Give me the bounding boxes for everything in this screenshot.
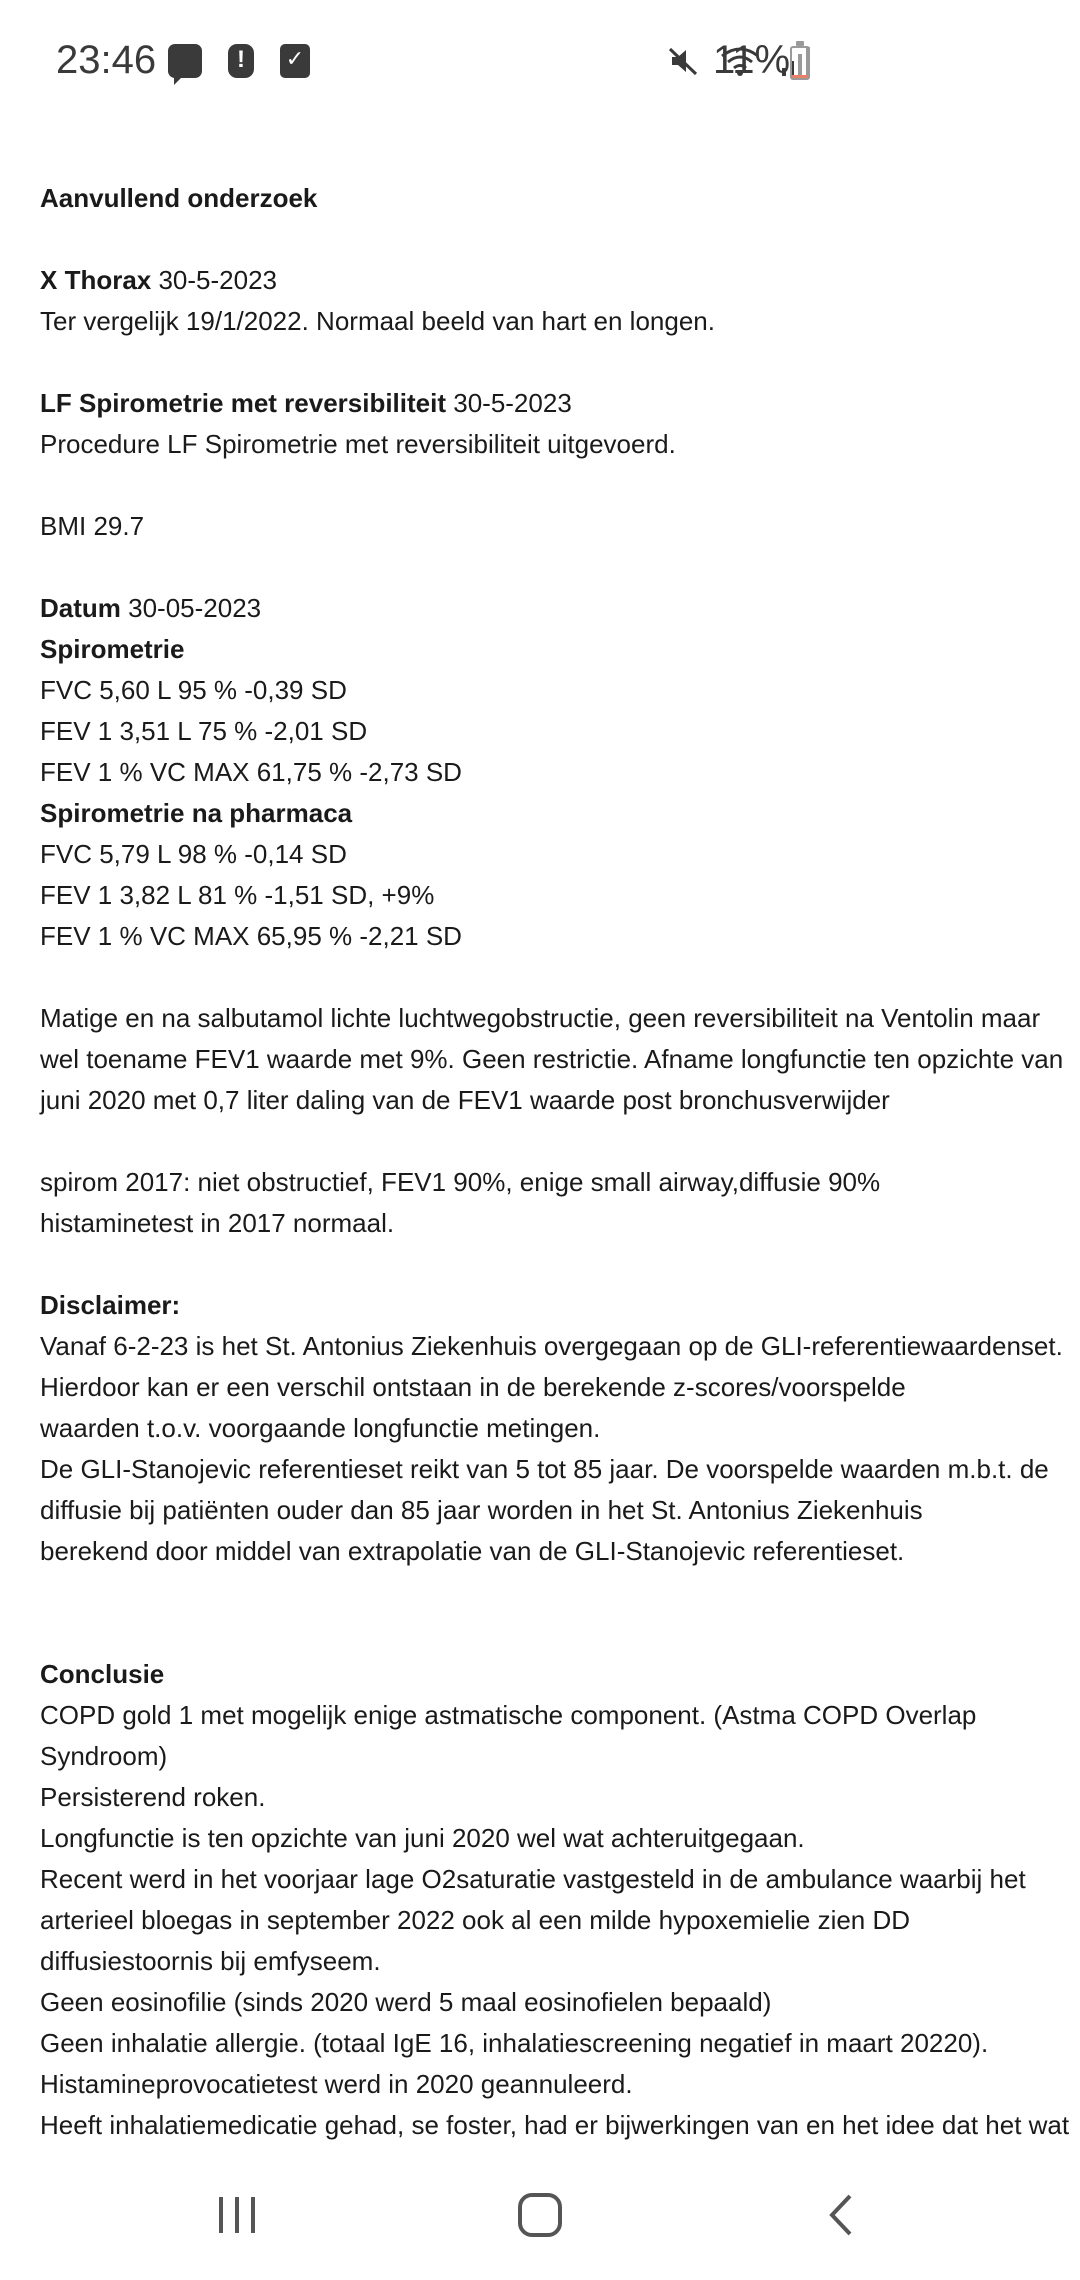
text-segment: spirom 2017: niet obstructief, FEV1 90%, enige small airway,diffusie 90% <box>40 1167 881 1197</box>
text-line <box>40 670 347 711</box>
recent-apps-icon <box>215 2195 259 2235</box>
text-line <box>40 1285 180 1326</box>
text-segment: FVC 5,60 L 95 % -0,39 SD <box>40 675 347 705</box>
text-line <box>40 793 352 834</box>
text-segment: FEV 1 3,82 L 81 % -1,51 SD, +9% <box>40 880 435 910</box>
navigation-bar <box>0 2150 1080 2280</box>
text-line <box>40 1859 1026 1900</box>
notification-icons <box>168 44 310 78</box>
text-segment: Geen inhalatie allergie. (totaal IgE 16, inhalatiescreening negatief in maart 20220). <box>40 2028 989 2058</box>
text-line <box>40 1818 805 1859</box>
text-line <box>40 1039 1063 1080</box>
text-line <box>40 1408 600 1449</box>
text-line <box>40 2023 988 2064</box>
text-segment: Recent werd in het voorjaar lage O2saturatie vastgesteld in de ambulance waarbij het <box>40 1864 1026 1894</box>
text-line <box>40 1449 1049 1490</box>
text-segment: BMI 29.7 <box>40 511 145 541</box>
mute-icon <box>666 44 700 78</box>
bold-label: Aanvullend onderzoek <box>40 183 318 213</box>
text-line <box>40 916 462 957</box>
bold-label: X Thorax <box>40 265 152 295</box>
text-line <box>40 1531 904 1572</box>
back-button[interactable] <box>751 2150 931 2280</box>
text-segment: Heeft inhalatiemedicatie gehad, se foster, had er bijwerkingen van en het idee dat het wat <box>40 2110 1070 2140</box>
text-line <box>40 752 462 793</box>
home-icon <box>517 2192 563 2238</box>
document-view[interactable] <box>0 120 1080 2150</box>
text-line <box>40 1736 167 1777</box>
text-line <box>40 1326 1063 1367</box>
bold-label: Datum <box>40 593 121 623</box>
text-segment: FEV 1 % VC MAX 61,75 % -2,73 SD <box>40 757 462 787</box>
text-line <box>40 1900 910 1941</box>
text-line <box>40 998 1040 1039</box>
text-line <box>40 260 277 301</box>
text-segment: wel toename FEV1 waarde met 9%. Geen restrictie. Afname longfunctie ten opzichte van <box>40 1044 1064 1074</box>
back-icon <box>826 2192 856 2238</box>
text-line <box>40 424 676 465</box>
text-segment: Histamineprovocatietest werd in 2020 geannuleerd. <box>40 2069 633 2099</box>
text-segment: Hierdoor kan er een verschil ontstaan in de berekende z-scores/voorspelde <box>40 1372 906 1402</box>
text-line <box>40 1203 394 1244</box>
text-segment: Vanaf 6-2-23 is het St. Antonius Ziekenhuis overgegaan op de GLI-referentiewaardenset. <box>40 1331 1063 1361</box>
text-line <box>40 2064 633 2105</box>
text-segment: Ter vergelijk 19/1/2022. Normaal beeld van hart en longen. <box>40 306 715 336</box>
text-segment: diffusie bij patiënten ouder dan 85 jaar worden in het St. Antonius Ziekenhuis <box>40 1495 923 1525</box>
bold-label: Conclusie <box>40 1659 165 1689</box>
text-segment: 30-05-2023 <box>120 593 262 623</box>
text-segment: De GLI-Stanojevic referentieset reikt van 5 tot 85 jaar. De voorspelde waarden m.b.t. de <box>40 1454 1049 1484</box>
text-line <box>40 1162 880 1203</box>
message-icon <box>168 44 202 78</box>
text-line <box>40 1982 771 2023</box>
status-time: 23:46 <box>56 38 157 82</box>
bold-label: Disclaimer: <box>40 1290 181 1320</box>
text-line <box>40 1490 923 1531</box>
text-line <box>40 875 434 916</box>
text-line <box>40 711 367 752</box>
text-line <box>40 301 715 342</box>
text-segment: berekend door middel van extrapolatie van de GLI-Stanojevic referentieset. <box>40 1536 905 1566</box>
text-segment: FEV 1 % VC MAX 65,95 % -2,21 SD <box>40 921 462 951</box>
text-segment: Procedure LF Spirometrie met reversibiliteit uitgevoerd. <box>40 429 676 459</box>
text-line <box>40 1367 906 1408</box>
text-line <box>40 1654 164 1695</box>
text-line <box>40 178 317 219</box>
text-segment: arterieel bloegas in september 2022 ook al een milde hypoxemielie zien DD <box>40 1905 911 1935</box>
text-segment: COPD gold 1 met mogelijk enige astmatische component. (Astma COPD Overlap <box>40 1700 977 1730</box>
text-line <box>40 1941 381 1982</box>
battery-level <box>792 75 808 78</box>
text-segment: FEV 1 3,51 L 75 % -2,01 SD <box>40 716 368 746</box>
status-bar <box>0 0 1080 120</box>
text-segment: Matige en na salbutamol lichte luchtwegobstructie, geen reversibiliteit na Ventolin maar <box>40 1003 1041 1033</box>
battery-icon <box>790 46 810 80</box>
recent-apps-button[interactable] <box>147 2150 327 2280</box>
text-line <box>40 1777 265 1818</box>
text-segment: Geen eosinofilie (sinds 2020 werd 5 maal eosinofielen bepaald) <box>40 1987 772 2017</box>
text-segment: diffusiestoornis bij emfyseem. <box>40 1946 381 1976</box>
text-segment: FVC 5,79 L 98 % -0,14 SD <box>40 839 347 869</box>
text-line <box>40 383 572 424</box>
text-segment: Longfunctie is ten opzichte van juni 2020 wel wat achteruitgegaan. <box>40 1823 805 1853</box>
check-icon <box>280 44 310 78</box>
text-line <box>40 2105 1069 2146</box>
text-line <box>40 834 347 875</box>
text-line <box>40 506 144 547</box>
bold-label: Spirometrie <box>40 634 185 664</box>
text-segment: Persisterend roken. <box>40 1782 266 1812</box>
alert-icon <box>228 44 254 78</box>
battery-percent: 11% <box>713 38 791 82</box>
text-segment: 30-5-2023 <box>151 265 278 295</box>
text-segment: 30-5-2023 <box>446 388 572 418</box>
home-button[interactable] <box>450 2150 630 2280</box>
bold-label: Spirometrie na pharmaca <box>40 798 353 828</box>
text-segment: waarden t.o.v. voorgaande longfunctie metingen. <box>40 1413 601 1443</box>
text-line <box>40 588 261 629</box>
bold-label: LF Spirometrie met reversibiliteit <box>40 388 447 418</box>
text-line <box>40 629 185 670</box>
text-segment: juni 2020 met 0,7 liter daling van de FEV1 waarde post bronchusverwijder <box>40 1085 890 1115</box>
text-segment: Syndroom) <box>40 1741 168 1771</box>
text-line <box>40 1695 976 1736</box>
text-line <box>40 1080 890 1121</box>
text-segment: histaminetest in 2017 normaal. <box>40 1208 395 1238</box>
